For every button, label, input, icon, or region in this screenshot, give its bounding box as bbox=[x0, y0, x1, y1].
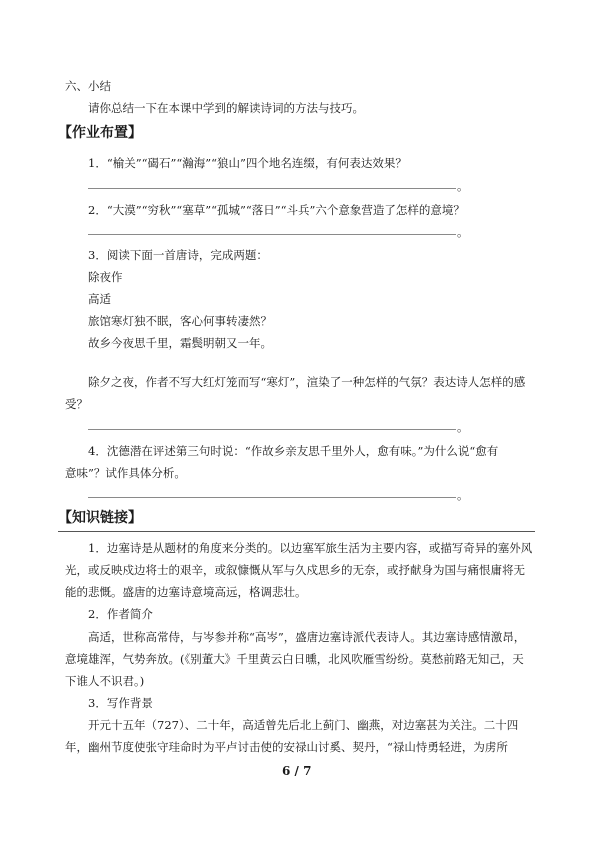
answer-line bbox=[88, 429, 456, 430]
knowledge-p2-line-1: 高适，世称高常侍，与岑参并称“高岑”，盛唐边塞诗派代表诗人。其边塞诗感情激昂， bbox=[88, 630, 526, 644]
homework-heading: 【作业布置】 bbox=[58, 125, 142, 141]
section-six-instruction: 请你总结一下在本课中学到的解读诗词的方法与技巧。 bbox=[88, 101, 364, 115]
knowledge-p3-line-1: 开元十五年（727）、二十年，高适曾先后北上蓟门、幽燕，对边塞甚为关注。二十四 bbox=[88, 718, 519, 732]
question-3-text-line-2: 受？ bbox=[65, 397, 88, 411]
question-4-line-2: 意味”？试作具体分析。 bbox=[65, 466, 186, 480]
section-six-title: 六、小结 bbox=[65, 79, 111, 93]
blank-period: 。 bbox=[457, 225, 469, 239]
knowledge-p1-line-1: 1．边塞诗是从题材的角度来分类的。以边塞军旅生活为主要内容，或描写奇异的塞外风 bbox=[88, 541, 533, 555]
knowledge-p2-line-2: 意境雄浑，气势奔放。(《别董大》千里黄云白日曛，北风吹雁雪纷纷。莫愁前路无知己，天 bbox=[65, 652, 524, 666]
knowledge-p1-line-3: 能的悲慨。盛唐的边塞诗意境高远，格调悲壮。 bbox=[65, 585, 307, 599]
knowledge-heading: 【知识链接】 bbox=[58, 510, 142, 526]
blank-period: 。 bbox=[457, 488, 469, 502]
answer-line bbox=[88, 188, 456, 189]
knowledge-p1-line-2: 光，或反映戍边将士的艰辛，或叙慷慨从军与久戍思乡的无奈，或抒献身为国与痛恨庸将无 bbox=[65, 563, 525, 577]
poem-line-1: 旅馆寒灯独不眠，客心何事转凄然？ bbox=[88, 314, 272, 328]
knowledge-p3-line-2: 年，幽州节度使张守珪命时为平卢讨击使的安禄山讨奚、契丹，“禄山恃勇轻进，为虏所 bbox=[65, 740, 508, 754]
question-3-text-line-1: 除夕之夜，作者不写大红灯笼而写“寒灯”，渲染了一种怎样的气氛？表达诗人怎样的感 bbox=[88, 375, 526, 389]
answer-line bbox=[88, 234, 456, 235]
knowledge-p3-title: 3．写作背景 bbox=[88, 696, 153, 710]
answer-line bbox=[88, 497, 456, 498]
page-number: 6 / 7 bbox=[282, 764, 312, 778]
knowledge-p2-line-3: 下谁人不识君。) bbox=[65, 674, 145, 688]
answer-blank-1[interactable] bbox=[88, 179, 468, 193]
answer-blank-4[interactable] bbox=[88, 488, 468, 502]
question-2: 2．“大漠”“穷秋”“塞草”“孤城”“落日”“斗兵”六个意象营造了怎样的意境？ bbox=[88, 203, 465, 217]
poem-line-2: 故乡今夜思千里，霜鬓明朝又一年。 bbox=[88, 336, 272, 350]
blank-period: 。 bbox=[457, 420, 469, 434]
answer-blank-2[interactable] bbox=[88, 225, 468, 239]
poem-title: 除夜作 bbox=[88, 270, 123, 284]
blank-period: 。 bbox=[457, 179, 469, 193]
knowledge-p2-title: 2．作者简介 bbox=[88, 607, 153, 621]
question-4-line-1: 4．沈德潜在评述第三句时说：“作故乡亲友思千里外人，愈有味。”为什么说“愈有 bbox=[88, 444, 499, 458]
section-divider bbox=[58, 531, 535, 532]
question-1: 1．“榆关”“碣石”“瀚海”“狼山”四个地名连缀，有何表达效果？ bbox=[88, 156, 407, 170]
answer-blank-3[interactable] bbox=[88, 420, 468, 434]
question-3-intro: 3．阅读下面一首唐诗，完成两题： bbox=[88, 248, 268, 262]
poem-author: 高适 bbox=[88, 292, 111, 306]
